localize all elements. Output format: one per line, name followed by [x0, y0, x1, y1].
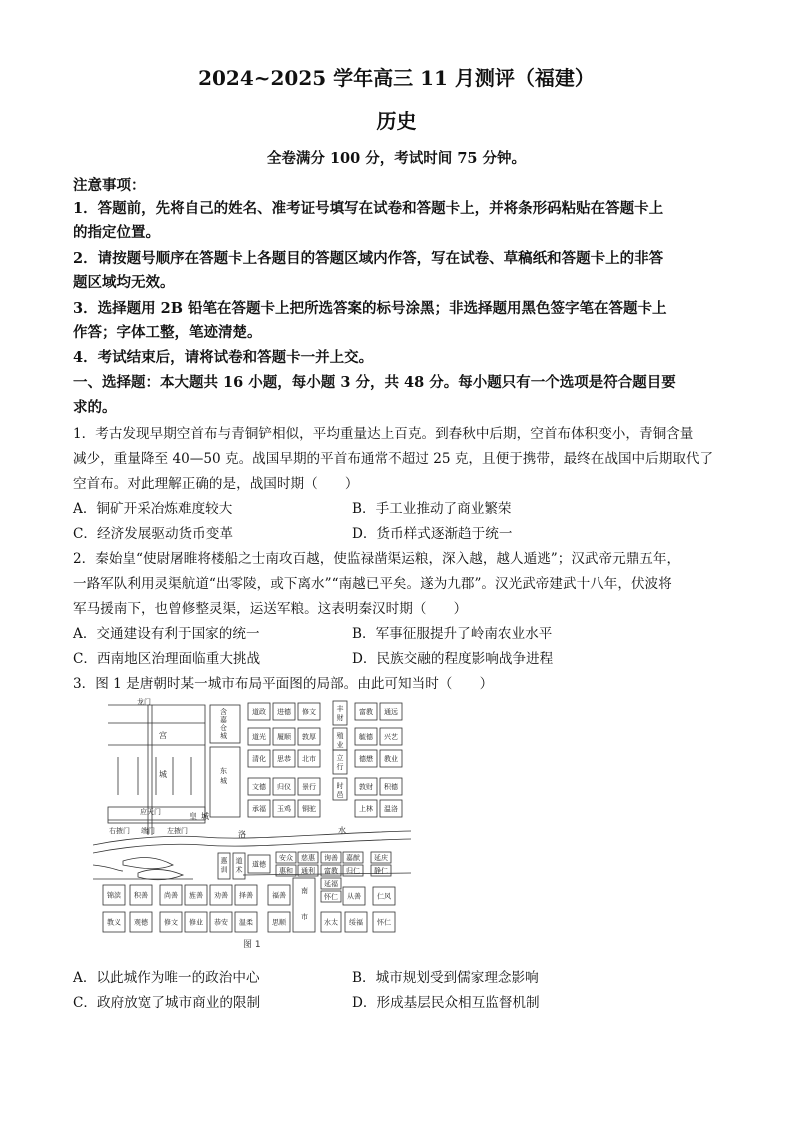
map-label: 皇	[189, 812, 197, 821]
ward-label: 时	[336, 782, 344, 790]
ward-label: 仁风	[377, 892, 391, 901]
question-1-text: 减少，重量降至 40—50 克。战国早期的平首布通常不超过 25 克，且便于携带，最终在战国中后期取代了	[73, 451, 714, 467]
map-label: 宫	[159, 731, 167, 740]
ward-label: 兴艺	[384, 733, 398, 741]
option-b[interactable]: B．手工业推动了商业繁荣	[352, 501, 512, 517]
ward-label: 景行	[302, 783, 316, 791]
option-a[interactable]: A．以此城作为唯一的政治中心	[73, 970, 260, 986]
map-label: 东	[220, 767, 227, 775]
ward-label: 文德	[252, 783, 266, 791]
notice-line: 4．考试结束后，请将试卷和答题卡一并上交。	[73, 349, 374, 366]
ward-label: 温柔	[239, 918, 253, 927]
notice-line: 作答；字体工整，笔迹清楚。	[73, 324, 262, 341]
question-2-text: 一路军队利用灵渠航道“出零陵，或下离水”“南越已平矣。遂为九郡”。汉光武帝建武十八年，伏波将	[73, 576, 672, 592]
ward-label: 福善	[272, 891, 286, 900]
ward-label: 怀仁	[377, 918, 391, 927]
notice-heading: 注意事项：	[73, 177, 146, 194]
ward-label: 行	[336, 763, 344, 771]
option-d[interactable]: D．民族交融的程度影响战争进程	[352, 651, 554, 667]
question-1-text: 空首布。对此理解正确的是，战国时期（ ）	[73, 476, 359, 492]
ward-label: 思恭	[277, 755, 291, 763]
ward-label: 教义	[107, 918, 121, 927]
ward-label: 道	[235, 857, 243, 865]
ward-label: 静仁	[374, 867, 388, 875]
map-label: 城	[159, 770, 167, 779]
question-3-text: 3．图 1 是唐朝时某一城市布局平面图的局部。由此可知当时（ ）	[73, 676, 494, 692]
question-2-text: 军马援南下，也曾修整灵渠，运送军粮。这表明秦汉时期（ ）	[73, 601, 468, 617]
option-a[interactable]: A．铜矿开采冶炼难度较大	[73, 501, 233, 517]
ward-label: 修业	[189, 918, 203, 927]
option-b[interactable]: B．军事征服提升了岭南农业水平	[352, 626, 553, 642]
map-label: 城	[220, 732, 227, 740]
map-label: 含	[220, 708, 227, 716]
ward-label: 劝善	[214, 891, 228, 900]
ward-label: 承福	[252, 805, 266, 813]
ward-label: 从善	[347, 892, 361, 901]
ward-label: 恭安	[214, 918, 228, 927]
ward-label: 通远	[384, 708, 398, 716]
ward-label: 修文	[302, 708, 316, 716]
ward-label: 积善	[134, 891, 148, 900]
ward-label: 旌善	[189, 891, 203, 900]
ward-label: 怀仁	[324, 893, 338, 901]
option-a[interactable]: A．交通建设有利于国家的统一	[73, 626, 260, 642]
full-mark-note: 全卷满分 100 分，考试时间 75 分钟。	[266, 150, 527, 167]
ward-label: 履顺	[277, 733, 291, 741]
ward-label: 邑	[336, 791, 344, 799]
ward-label: 慈惠	[301, 854, 315, 862]
ward-label: 上林	[359, 805, 373, 813]
notice-line: 的指定位置。	[73, 224, 160, 241]
map-label: 南	[301, 887, 308, 895]
ward-label: 清化	[252, 755, 266, 763]
city-layout-figure	[93, 695, 411, 953]
ward-label: 进德	[277, 708, 291, 716]
notice-line: 1．答题前，先将自己的姓名、准考证号填写在试卷和答题卡上，并将条形码粘贴在答题卡上	[73, 200, 664, 217]
ward-label: 道德	[252, 860, 266, 869]
ward-label: 殖	[336, 732, 344, 740]
ward-label: 归仪	[277, 783, 291, 791]
figure-caption: 图 1	[243, 940, 261, 950]
ward-label: 思顺	[272, 918, 286, 927]
ward-label: 惠	[220, 857, 228, 865]
ward-label: 财	[336, 714, 344, 722]
ward-label: 铜驼	[302, 805, 316, 813]
ward-label: 择善	[239, 891, 253, 900]
map-label: 仓	[220, 724, 227, 732]
ward-label: 业	[336, 741, 344, 749]
river-label: 洛	[238, 830, 246, 839]
ward-label: 丰	[336, 705, 344, 713]
ward-label: 延福	[324, 880, 338, 888]
gate-label: 左掖门	[167, 827, 188, 835]
ward-label: 毓德	[359, 733, 373, 741]
ward-label: 玉鸡	[277, 805, 291, 813]
map-label: 城	[201, 812, 209, 821]
ward-label: 温洛	[384, 805, 398, 813]
ward-label: 询善	[324, 854, 338, 862]
ward-label: 北市	[302, 755, 316, 763]
notice-line: 题区域均无效。	[73, 274, 175, 291]
ward-label: 锦滨	[107, 891, 121, 900]
ward-label: 归仁	[346, 867, 360, 875]
map-label: 城	[220, 777, 227, 785]
option-d[interactable]: D．货币样式逐渐趋于统一	[352, 526, 513, 542]
gate-label: 应天门	[140, 808, 161, 816]
ward-label: 道政	[252, 708, 266, 716]
gate-label: 端门	[141, 827, 155, 835]
ward-label: 敦厚	[302, 733, 316, 741]
ward-label: 水太	[324, 918, 338, 927]
gate-label: 右掖门	[109, 827, 130, 835]
option-d[interactable]: D．形成基层民众相互监督机制	[352, 995, 540, 1011]
city-map-svg	[93, 695, 411, 953]
ward-label: 德懋	[359, 755, 373, 763]
ward-label: 术	[235, 866, 243, 874]
ward-label: 训	[220, 866, 228, 874]
question-2-text: 2．秦始皇“使尉屠睢将楼船之士南攻百越，使监禄凿渠运粮，深入越，越人遁逃”；汉武帝元鼎五年，	[73, 551, 681, 567]
notice-line: 3．选择题用 2B 铅笔在答题卡上把所选答案的标号涂黑；非选择题用黑色签字笔在答题卡上	[73, 300, 667, 317]
ward-label: 观德	[134, 918, 148, 927]
ward-label: 敦财	[359, 783, 373, 791]
page-title: 2024~2025 学年高三 11 月测评（福建）	[198, 66, 595, 90]
option-c[interactable]: C．政府放宽了城市商业的限制	[73, 995, 261, 1011]
ward-label: 嘉猷	[346, 854, 360, 862]
option-c[interactable]: C．西南地区治理面临重大挑战	[73, 651, 261, 667]
ward-label: 富教	[359, 708, 373, 716]
ward-label: 修文	[164, 918, 178, 927]
section-heading: 一、选择题：本大题共 16 小题，每小题 3 分，共 48 分。每小题只有一个选项是符合题目要	[73, 374, 676, 391]
ward-label: 积德	[384, 783, 398, 791]
ward-label: 安众	[279, 854, 293, 862]
question-1-text: 1．考古发现早期空首布与青铜铲相似，平均重量达上百克。到春秋中后期，空首布体积变小，青铜含量	[73, 426, 694, 442]
map-label: 嘉	[220, 716, 227, 724]
ward-label: 尚善	[164, 891, 178, 900]
ward-label: 立	[336, 754, 344, 762]
ward-label: 教业	[384, 755, 398, 763]
ward-label: 绥福	[349, 918, 363, 927]
ward-label: 惠和	[279, 867, 293, 875]
gate-label: 龙门	[137, 698, 151, 706]
river-label: 水	[338, 826, 346, 835]
section-heading: 求的。	[73, 399, 117, 416]
ward-label: 道光	[252, 733, 266, 741]
ward-label: 通利	[301, 867, 315, 875]
option-c[interactable]: C．经济发展驱动货币变革	[73, 526, 233, 542]
option-b[interactable]: B．城市规划受到儒家理念影响	[352, 970, 539, 986]
ward-label: 富教	[324, 867, 338, 875]
notice-line: 2．请按题号顺序在答题卡上各题目的答题区域内作答，写在试卷、草稿纸和答题卡上的非答	[73, 250, 664, 267]
map-label: 市	[301, 913, 308, 921]
ward-label: 延庆	[374, 854, 388, 862]
subject-title: 历史	[376, 109, 417, 133]
